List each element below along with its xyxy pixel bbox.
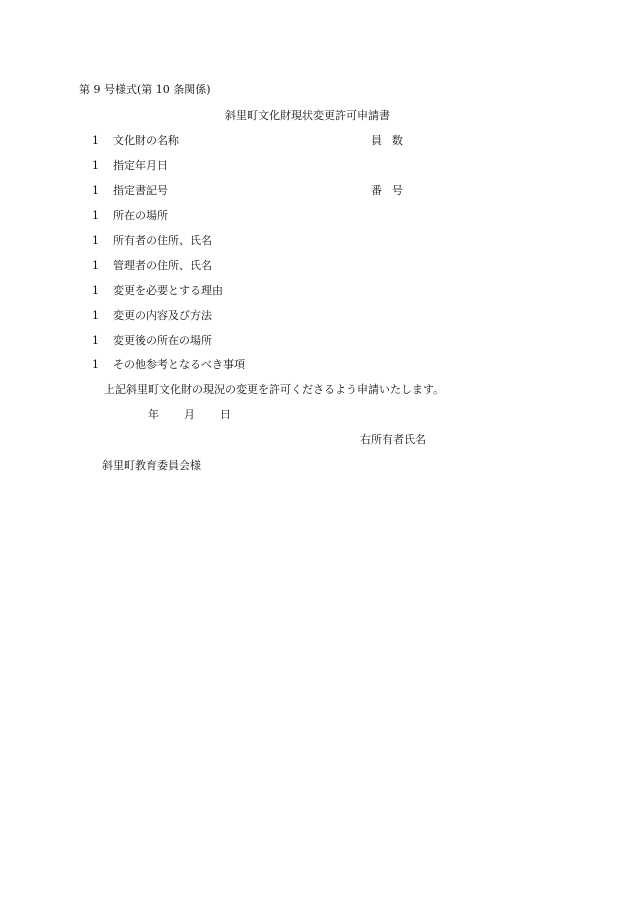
item-label: 文化財の名称 — [113, 134, 179, 147]
item-number: 1 — [92, 284, 99, 297]
applicant-label: 右所有者氏名 — [360, 433, 426, 446]
form-number: 第 9 号様式(第 10 条関係) — [79, 83, 211, 96]
item-right-label: 員数 — [371, 134, 413, 147]
item-label: 変更後の所在の場所 — [113, 334, 212, 347]
item-label: 変更の内容及び方法 — [113, 309, 212, 322]
item-number: 1 — [92, 159, 99, 172]
item-label: 指定書記号 — [113, 184, 168, 197]
item-label: 所在の場所 — [113, 209, 168, 222]
item-label: 変更を必要とする理由 — [113, 284, 223, 297]
item-label: 管理者の住所、氏名 — [113, 259, 212, 272]
date-day: 日 — [220, 408, 231, 421]
date-month: 月 — [184, 408, 195, 421]
date-year: 年 — [148, 408, 159, 421]
item-number: 1 — [92, 334, 99, 347]
form-title: 斜里町文化財現状変更許可申請書 — [225, 109, 390, 122]
item-number: 1 — [92, 234, 99, 247]
item-number: 1 — [92, 184, 99, 197]
item-number: 1 — [92, 209, 99, 222]
item-label: 所有者の住所、氏名 — [113, 234, 212, 247]
item-number: 1 — [92, 309, 99, 322]
item-number: 1 — [92, 259, 99, 272]
item-number: 1 — [92, 134, 99, 147]
addressee: 斜里町教育委員会様 — [102, 459, 201, 472]
item-number: 1 — [92, 358, 99, 371]
item-right-label: 番号 — [371, 184, 413, 197]
item-label: 指定年月日 — [113, 159, 168, 172]
request-statement: 上記斜里町文化財の現況の変更を許可くださるよう申請いたします。 — [104, 383, 445, 396]
item-label: その他参考となるべき事項 — [113, 358, 245, 371]
